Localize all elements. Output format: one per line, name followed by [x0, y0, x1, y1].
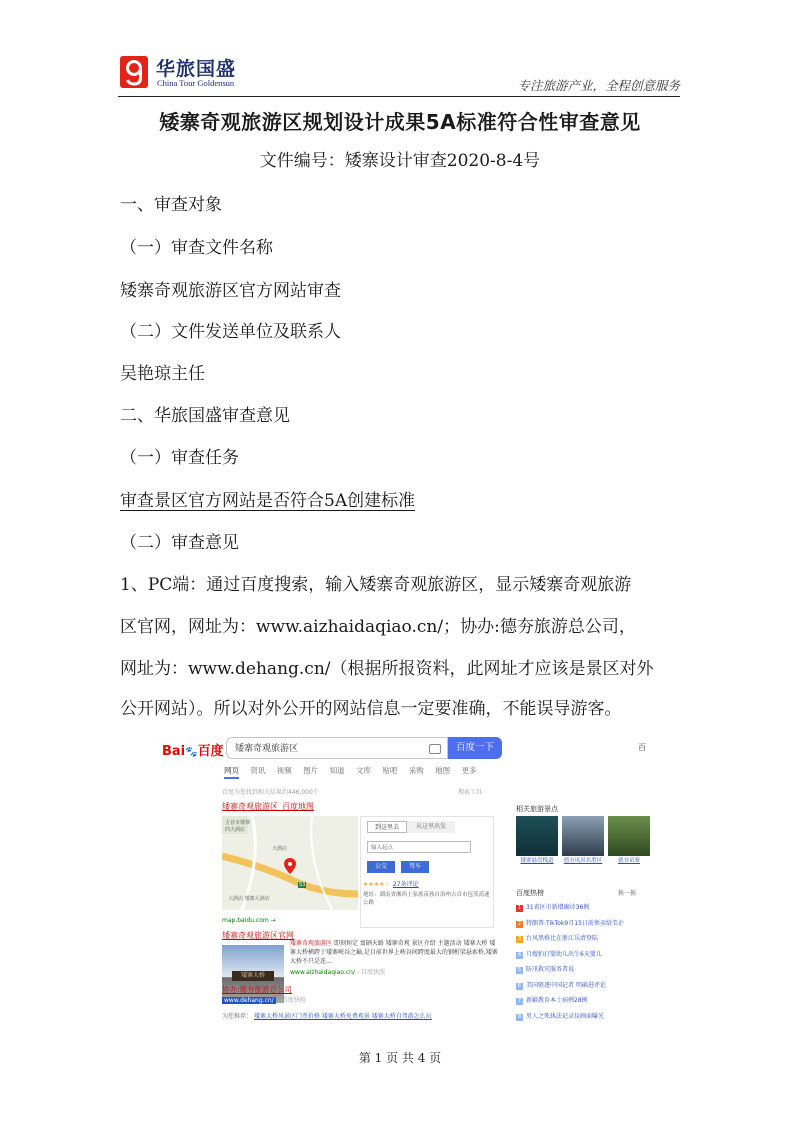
- tab-shopping[interactable]: 采购: [408, 766, 424, 775]
- hot-list-item[interactable]: 8 男人之死执法记录仪画面曝光: [517, 1012, 605, 1020]
- section-heading: 一、审查对象: [120, 195, 222, 215]
- document-number: 文件编号：矮寨设计审查2020-8-4号: [259, 151, 541, 171]
- tab-wenku[interactable]: 文库: [355, 766, 371, 775]
- corner-text: 百: [638, 743, 646, 752]
- spot-label[interactable]: 矮寨悬崖栈道: [520, 858, 554, 864]
- paragraph-line: 公开网站）。所以对外公开的网站信息一定要准确，不能误导游客。: [120, 699, 622, 719]
- paragraph-line: 区官网，网址为：www.aizhaidaqiao.cn/；协办:德夯旅游总公司，: [120, 617, 636, 637]
- bridge-sign: 矮寨大桥: [232, 971, 274, 981]
- search-tabs: [224, 765, 486, 776]
- tab-video[interactable]: 视频: [276, 766, 292, 775]
- subsection-heading: （一）审查任务: [120, 448, 239, 468]
- tab-news[interactable]: 资讯: [250, 766, 266, 775]
- baidu-search-screenshot: [160, 732, 660, 1032]
- camera-icon[interactable]: [429, 744, 441, 754]
- company-slogan: 专注旅游产业，全程创意服务: [517, 78, 680, 93]
- tab-map[interactable]: 地图: [435, 766, 451, 775]
- map-result-title[interactable]: 矮寨奇观旅游区_百度地图: [222, 802, 314, 811]
- rank-badge: 2: [517, 920, 522, 927]
- paragraph-text: 吴艳琼主任: [120, 364, 205, 384]
- document-title: 矮寨奇观旅游区规划设计成果5A标准符合性审查意见: [159, 110, 641, 134]
- subsection-heading: （二）文件发送单位及联系人: [120, 322, 341, 342]
- hot-list-item[interactable]: 2 特朗普:TikTok9月15日前须卖给美企: [517, 919, 624, 927]
- tab-start-here[interactable]: 从这里出发: [407, 821, 455, 833]
- result-count: 百度为您找到相关结果约446,000个: [222, 789, 319, 796]
- hot-list-title: 百度热榜: [516, 889, 544, 897]
- tab-tieba[interactable]: 贴吧: [382, 766, 398, 775]
- paragraph-line: 网址为：www.dehang.cn/（根据所报资料，此网址才应该是景区对外: [120, 659, 654, 679]
- route-panel: [360, 816, 494, 928]
- hot-list-item[interactable]: 1 31省区市新增确诊36例: [517, 904, 590, 911]
- rank-badge: 8: [517, 1013, 522, 1020]
- subsection-heading: （一）审查文件名称: [120, 238, 273, 258]
- baidu-logo: Bai🐾百度: [162, 744, 224, 759]
- reviews-link[interactable]: 27条评论: [392, 881, 419, 888]
- page-number: 第 1 页 共 4 页: [358, 1051, 442, 1065]
- company-name-en: China Tour Goldensun: [157, 78, 235, 88]
- dehang-url[interactable]: www.dehang.cn/ - 百度快照: [224, 997, 306, 1004]
- refresh-hot-link[interactable]: 换一换: [618, 890, 637, 897]
- search-tools-link[interactable]: 搜索工具: [458, 789, 483, 796]
- rank-badge: 4: [517, 951, 522, 958]
- official-site-url[interactable]: www.aizhaidaqiao.cn/ - 百度快照: [290, 969, 385, 976]
- baidu-paw-icon: 🐾: [185, 747, 198, 758]
- official-site-snippet: 矮寨奇观旅游区 即刻预定 富硒天路 矮寨奇观 景区介绍 主题活动 矮寨大桥 矮寨大桥横跨于矮寨峡谷之巅,是目前世界上峡谷间跨度最大的钢桁梁悬索桥,矮寨大桥不只是连...: [290, 940, 498, 965]
- hot-list-item[interactable]: 3 台风黑格比在浙江乐清登陆: [517, 935, 599, 942]
- map-url[interactable]: map.baidu.com →: [222, 917, 276, 924]
- company-name: 华旅国盛: [156, 58, 237, 80]
- tab-go-here[interactable]: 到这里去: [367, 821, 407, 833]
- spot-label[interactable]: 德夯苗寨: [617, 858, 640, 864]
- section-heading: 二、华旅国盛审查意见: [120, 406, 290, 426]
- hot-list-item[interactable]: 4 月嫂拍打婴幼儿出生6天婴儿: [517, 950, 602, 958]
- related-spots-title: 相关旅游景点: [516, 805, 558, 813]
- rank-badge: 1: [517, 905, 522, 911]
- map-thumbnail[interactable]: 吉首市矮寨 四大酒店 大酒店 S3 大酒店 矮寨大酒店: [222, 816, 358, 910]
- page-header: [120, 52, 680, 98]
- hot-list-item[interactable]: 7 新疆教育本土病例28例: [517, 997, 588, 1004]
- rank-badge: 5: [517, 967, 522, 973]
- recommendations: 为您推荐： 矮寨大桥风景区门票价格 矮寨大桥免费观景 矮寨大桥自驾游怎么玩: [222, 1013, 432, 1020]
- rank-badge: 7: [517, 998, 522, 1004]
- spot-thumbnail[interactable]: [516, 816, 558, 856]
- spot-thumbnail[interactable]: [608, 816, 650, 856]
- tab-more[interactable]: 更多: [461, 766, 477, 775]
- bus-button[interactable]: 公交: [367, 861, 395, 873]
- tab-web[interactable]: 网页: [224, 766, 239, 779]
- spot-thumbnail[interactable]: [562, 816, 604, 856]
- drive-button[interactable]: 驾车: [401, 861, 429, 873]
- location-pin-icon: [284, 858, 296, 874]
- rank-badge: 6: [517, 982, 522, 989]
- search-input[interactable]: 矮寨奇观旅游区: [226, 737, 448, 759]
- address-text: 地址：湖南省湘西土家族苗族自治州吉首市包茂高速公路: [363, 892, 490, 906]
- hot-list-item[interactable]: 6 美国驱逐中国记者 明确进评论: [517, 981, 606, 989]
- start-point-input[interactable]: 输入起点: [367, 841, 471, 853]
- rank-badge: 3: [517, 936, 522, 942]
- spot-label[interactable]: 德夯风景名胜区: [563, 858, 603, 864]
- search-button[interactable]: 百度一下: [448, 737, 502, 759]
- subsection-heading: （二）审查意见: [120, 533, 239, 553]
- star-rating-icon: ★★★★☆: [363, 881, 390, 888]
- company-logo-icon: [120, 56, 148, 88]
- dehang-title[interactable]: 协办:德夯旅游总公司: [222, 985, 293, 994]
- hot-list-item[interactable]: 5 防汛救灾服务者说: [517, 966, 575, 973]
- rating: [363, 879, 419, 888]
- tab-images[interactable]: 图片: [303, 766, 319, 775]
- review-task-text: 审查景区官方网站是否符合5A创建标准: [120, 491, 416, 511]
- tab-zhidao[interactable]: 知道: [329, 766, 345, 775]
- paragraph-text: 矮寨奇观旅游区官方网站审查: [120, 281, 341, 301]
- paragraph-line: 1、PC端：通过百度搜索，输入矮寨奇观旅游区，显示矮寨奇观旅游: [120, 575, 632, 595]
- header-divider: [118, 96, 680, 97]
- official-site-title[interactable]: 矮寨奇观旅游区官网: [222, 931, 294, 940]
